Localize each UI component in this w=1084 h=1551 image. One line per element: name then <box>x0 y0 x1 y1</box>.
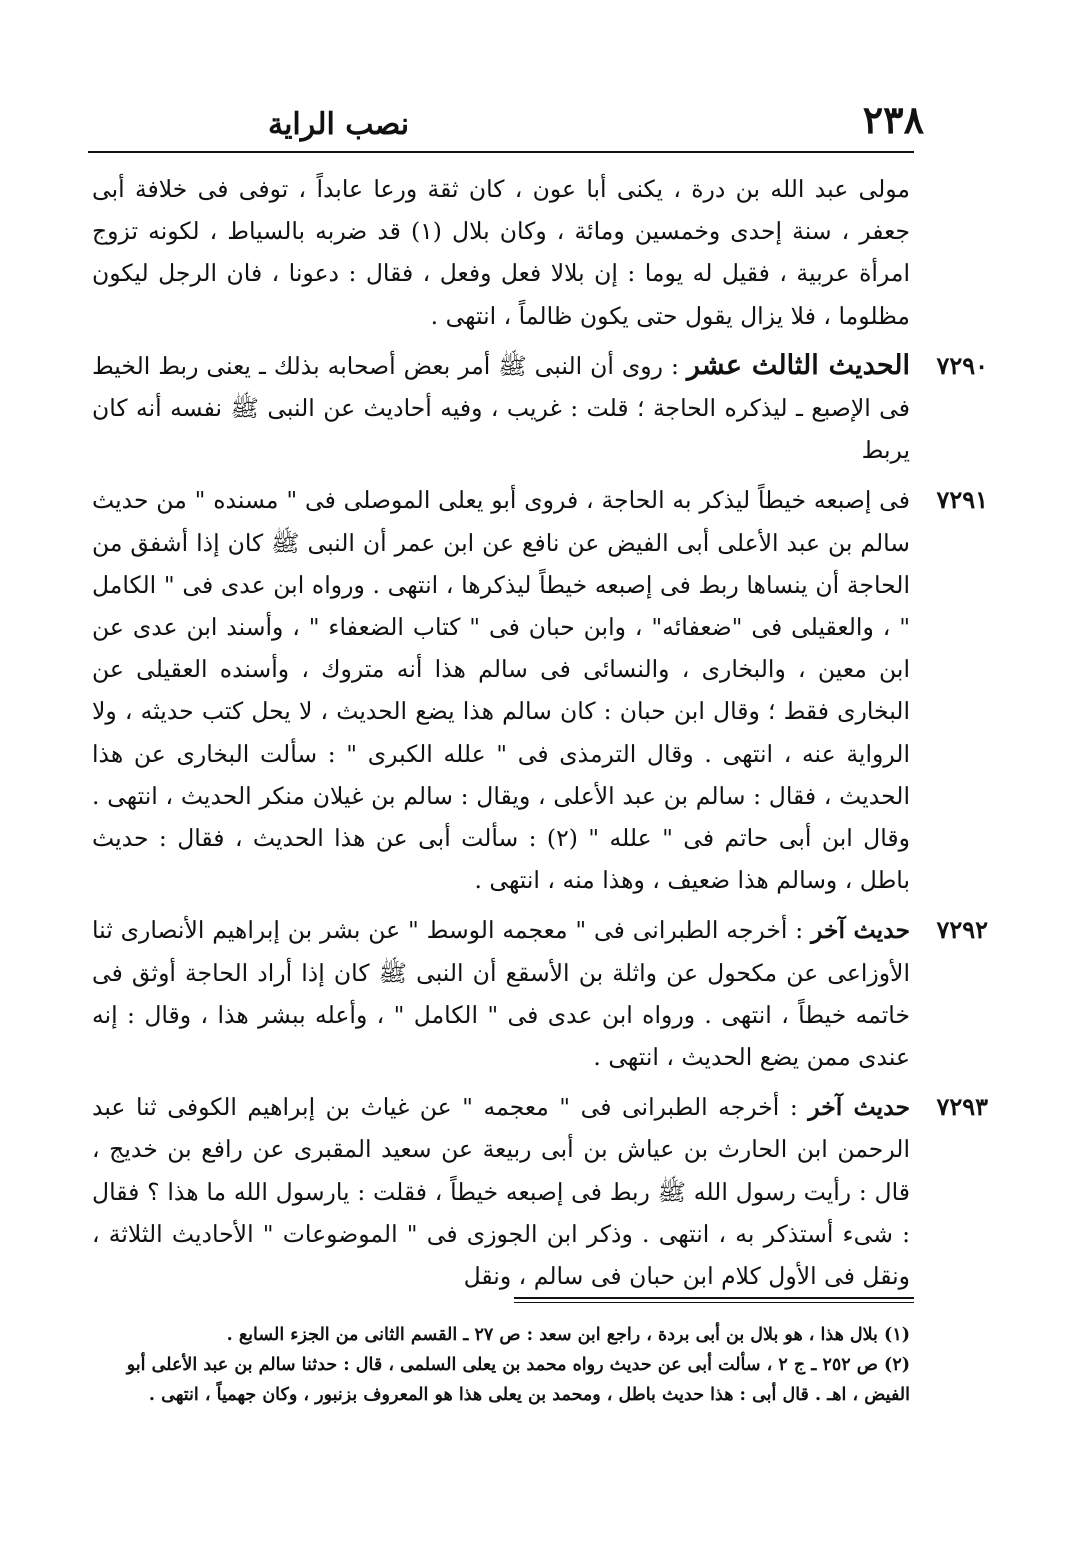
entry-text: : أخرجه الطبرانى فى " معجمه الوسط " عن بشر بن إبراهيم الأنصارى ثنا الأوزاعى عن مكحول عن واثلة بن الأسقع أن النبى ﷺ كان إذا أراد الحاجة أوثق فى خاتمه خيطاً ، انتهى . ورواه ابن عدى فى " الكامل " ، وأعله ببشر هذا ، وقال : إنه عندى ممن يضع الحديث ، انتهى . <box>92 916 910 1072</box>
hadith-entry <box>92 1086 988 1297</box>
hadith-entry <box>92 479 988 901</box>
footnote-rule <box>514 1297 914 1299</box>
page-header <box>88 98 924 148</box>
entry-number: ٧٢٩١ <box>936 485 988 515</box>
entry-number: ٧٢٩٢ <box>936 915 988 945</box>
hadith-entry <box>92 345 988 472</box>
entry-text: : أخرجه الطبرانى فى " معجمه " عن غياث بن إبراهيم الكوفى ثنا عبد الرحمن ابن الحارث بن عياش بن أبى ربيعة عن سعيد المقبرى عن رافع بن خديج ، قال : رأيت رسول الله ﷺ ربط فى إصبعه خيطاً ، فقلت : يارسول الله ما هذا ؟ فقال : شىء أستذكر به ، انتهى . وذكر ابن الجوزى فى " الموضوعات " الأحاديث الثلاثة ، ونقل فى الأول كلام ابن حبان فى سالم ، ونقل <box>92 1093 910 1291</box>
page-number: ٢٣٨ <box>862 97 924 142</box>
entry-text: فى إصبعه خيطاً ليذكر به الحاجة ، فروى أبو يعلى الموصلى فى " مسنده " من حديث سالم بن عبد الأعلى أبى الفيض عن نافع عن ابن عمر أن النبى ﷺ كان إذا أشفق من الحاجة أن ينساها ربط فى إصبعه خيطاً ليذكرها ، انتهى . ورواه ابن عدى فى " الكامل " ، والعقيلى فى "ضعفائه" ، وابن حبان فى " كتاب الضعفاء " ، وأسند ابن عدى عن ابن معين ، والبخارى ، والنسائى فى سالم هذا أنه متروك ، وأسنده العقيلى عن البخارى فقط ؛ وقال ابن حبان : كان سالم هذا يضع الحديث ، لا يحل كتب حديثه ، ولا الرواية عنه ، انتهى . وقال الترمذى فى " علله الكبرى " : سألت البخارى عن هذا الحديث ، فقال : سالم بن عبد الأعلى ، ويقال : سالم بن غيلان منكر الحديث ، انتهى . وقال ابن أبى حاتم فى " علله " (٢) : سألت أبى عن هذا الحديث ، فقال : حديث باطل ، وسالم هذا ضعيف ، وهذا منه ، انتهى . <box>92 486 910 895</box>
header-rule <box>88 151 914 153</box>
footnote: (١) بلال هذا ، هو بلال بن أبى بردة ، راجع ابن سعد : ص ٢٧ ـ القسم الثانى من الجزء السابع . <box>226 1325 910 1345</box>
footnote-rule-thin <box>514 1302 914 1303</box>
footnote: (٢) ص ٢٥٢ ـ ج ٢ ، سألت أبى عن حديث رواه محمد بن يعلى السلمى ، قال : حدثنا سالم بن عبد الأعلى أبو الفيض ، اهـ . قال أبى : هذا حديث باطل ، ومحمد بن يعلى هذا هو المعروف بزنبور ، وكان جهمياً ، انتهى . <box>126 1355 910 1405</box>
entry-text: : روى أن النبى ﷺ أمر بعض أصحابه بذلك ـ يعنى ربط الخيط فى الإصبع ـ ليذكره الحاجة ؛ قلت : غريب ، وفيه أحاديث عن النبى ﷺ نفسه أنه كان يربط <box>92 351 910 465</box>
hadith-entry <box>92 909 988 1078</box>
entry-lead: حديث آخر <box>808 1093 910 1122</box>
running-title: نصب الراية <box>268 107 410 142</box>
entry-lead: حديث آخر <box>810 916 910 945</box>
intro-paragraph: مولى عبد الله بن درة ، يكنى أبا عون ، كان ثقة ورعا عابداً ، توفى فى خلافة أبى جعفر ، سنة إحدى وخمسين ومائة ، وكان بلال (١) قد ضربه بالسياط ، لكونه تزوج امرأة عربية ، فقيل له يوما : إن بلالا فعل وفعل ، فقال : دعونا ، فان الرجل ليكون مظلوما ، فلا يزال يقول حتى يكون ظالماً ، انتهى . <box>92 175 910 330</box>
section-heading: الحديث الثالث عشر <box>686 349 910 381</box>
entry-number: ٧٢٩٠ <box>936 350 988 380</box>
entry-number: ٧٢٩٣ <box>936 1092 988 1122</box>
footnotes <box>92 1320 910 1410</box>
main-text <box>92 168 988 1305</box>
